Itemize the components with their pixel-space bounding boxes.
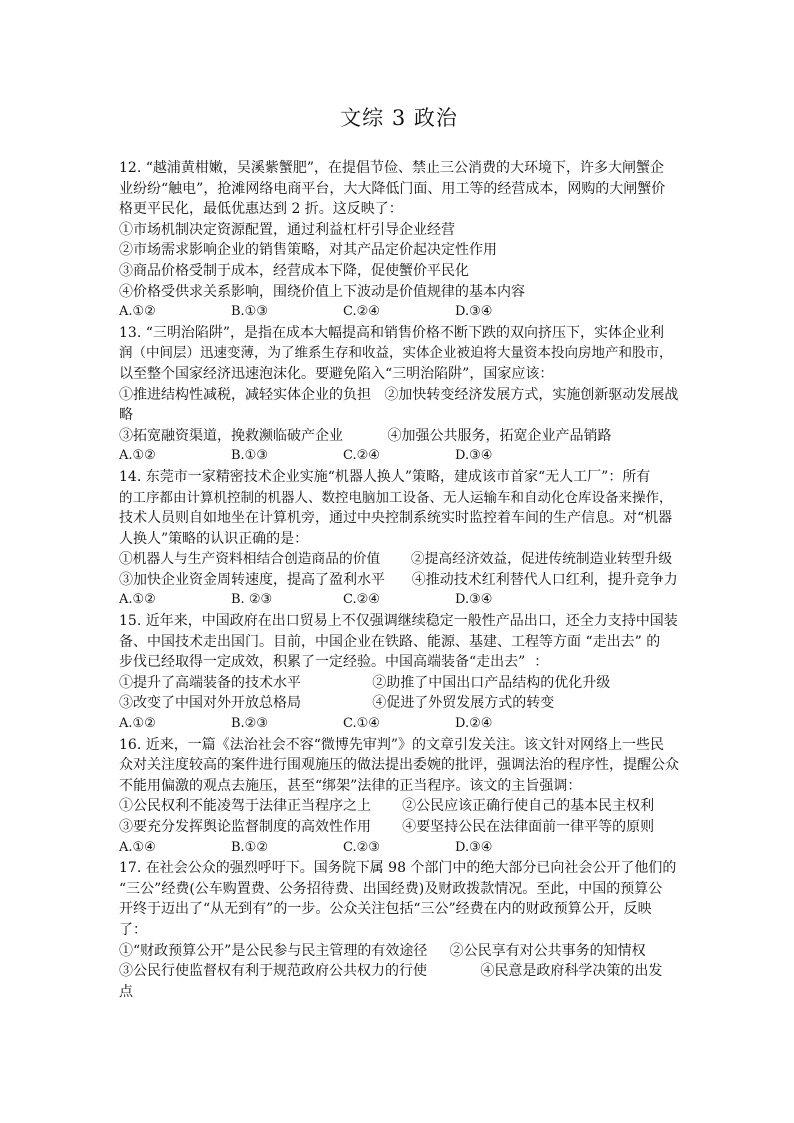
question-stem-line: 人换人”策略的认识正确的是：: [119, 530, 309, 547]
answer-options: [119, 302, 679, 323]
question-stem-line: 众对关注度较高的案件进行围观施压的做法提出委婉的批评，强调法治的程序性，提醒公众: [119, 757, 679, 774]
question-list: [119, 158, 679, 1002]
option-d: D.③④: [455, 304, 493, 320]
question-14: [119, 467, 679, 611]
statement-item: ③公民行使监督权有利于规范政府公共权力的行使 ④民意是政府科学决策的出发: [119, 963, 663, 980]
option-d: D.②④: [455, 716, 493, 732]
question-stem-line: 开终于迈出了“从无到有”的一步。公众关注包括“三公”经费在内的财政预算公开，反映: [119, 901, 652, 918]
statement-item: ①“财政预算公开”是公民参与民主管理的有效途径 ②公民享有对公共事务的知情权: [119, 942, 646, 959]
answer-options: [119, 838, 679, 859]
question-17: [119, 858, 679, 1002]
statement-item: ①机器人与生产资料相结合创造商品的价值 ②提高经济效益，促进传统制造业转型升级: [119, 551, 673, 568]
option-b: B.②③: [231, 716, 268, 732]
statement-item: ③加快企业资金周转速度，提高了盈利水平 ④推动技术红利替代人口红利，提升竞争力: [119, 571, 678, 588]
question-stem-line: 备、中国技术走出国门。目前，中国企业在铁路、能源、基建、工程等方面 “走出去” 的: [119, 633, 661, 650]
question-16: [119, 735, 679, 859]
question-stem-line: 12. “越浦黄柑嫩，吴溪紫蟹肥”，在提倡节俭、禁止三公消费的大环境下，许多大闸蟹企: [119, 160, 665, 176]
question-stem-line: 了：: [119, 921, 147, 938]
option-a: A.①②: [119, 304, 156, 320]
question-stem-line: 以至整个国家经济迅速泡沫化。要避免陷入“三明治陷阱”，国家应该：: [119, 365, 554, 382]
statement-item: 略: [119, 407, 133, 424]
option-d: D.③④: [455, 839, 493, 855]
option-c: C.①④: [343, 716, 380, 732]
question-stem-line: 技术人员则自如地坐在计算机旁，通过中央控制系统实时监控着车间的生产信息。对“机器: [119, 510, 673, 527]
statement-item: ①市场机制决定资源配置，通过利益杠杆引导企业经营: [119, 221, 455, 238]
answer-options: [119, 714, 679, 735]
statement-item: ①推进结构性减税，减轻实体企业的负担 ②加快转变经济发展方式，实施创新驱动发展战: [119, 386, 679, 403]
answer-options: [119, 446, 679, 467]
question-stem-line: 15. 近年来，中国政府在出口贸易上不仅强调继续稳定一般性产品出口，还全力支持中国装: [119, 613, 678, 630]
question-stem-line: 格更平民化，最低优惠达到 2 折。这反映了：: [119, 201, 403, 218]
question-stem-line: 13. “三明治陷阱”，是指在成本大幅提高和销售价格不断下跌的双向挤压下，实体企业利: [119, 324, 665, 341]
statement-item: ③商品价格受制于成本，经营成本下降，促使蟹价平民化: [119, 262, 469, 279]
option-b: B. ②③: [231, 592, 273, 608]
question-stem-line: 的工序都由计算机控制的机器人、数控电脑加工设备、无人运输车和自动化仓库设备来操作，: [119, 489, 673, 506]
statement-item: 点: [119, 983, 133, 1000]
option-a: A.①④: [119, 839, 156, 855]
page-title: 文综 3 政治: [340, 106, 458, 130]
option-d: D.③④: [455, 592, 493, 608]
option-b: B.①②: [231, 839, 268, 855]
option-b: B.①③: [231, 304, 268, 320]
option-a: A.①②: [119, 448, 156, 464]
question-stem-line: 16. 近来，一篇《法治社会不容“微博先审判”》的文章引发关注。该文针对网络上一些民: [119, 736, 665, 753]
option-a: A.①②: [119, 592, 156, 608]
option-c: C.②④: [343, 304, 380, 320]
option-b: B.①③: [231, 448, 268, 464]
question-stem-line: 业纷纷“触电”，抢滩网络电商平台，大大降低门面、用工等的经营成本，网购的大闸蟹价: [119, 180, 666, 197]
statement-item: ④价格受供求关系影响，围绕价值上下波动是价值规律的基本内容: [119, 283, 525, 300]
statement-item: ③拓宽融资渠道，挽救濒临破产企业 ④加强公共服务，拓宽企业产品销路: [119, 427, 612, 444]
statement-item: ③改变了中国对外开放总格局 ④促进了外贸发展方式的转变: [119, 695, 555, 712]
answer-options: [119, 590, 679, 611]
question-15: [119, 611, 679, 735]
question-stem-line: 17. 在社会公众的强烈呼吁下。国务院下属 98 个部门中的绝大部分已向社会公开了他们的: [119, 860, 677, 877]
question-stem-line: 步伐已经取得一定成效，积累了一定经验。中国高端装备“走出去” ：: [119, 654, 549, 671]
statement-item: ①提升了高端装备的技术水平 ②助推了中国出口产品结构的优化升级: [119, 674, 611, 691]
question-stem-line: 不能用偏激的观点去施压，甚至“绑架”法律的正当程序。该文的主旨强调：: [119, 777, 582, 794]
option-c: C.②③: [343, 839, 380, 855]
question-12: [119, 158, 679, 323]
option-c: C.②④: [343, 592, 380, 608]
option-d: D.③④: [455, 448, 493, 464]
question-stem-line: “三公”经费(公车购置费、公务招待费、出国经费)及财政拨款情况。至此，中国的预算公: [119, 880, 663, 897]
question-13: [119, 323, 679, 467]
question-stem-line: 14. 东莞市一家精密技术企业实施“机器人换人”策略，建成该市首家“无人工厂”：所有: [119, 468, 651, 485]
option-a: A.①②: [119, 716, 156, 732]
statement-item: ③要充分发挥舆论监督制度的高效性作用 ④要坚持公民在法律面前一律平等的原则: [119, 819, 655, 835]
statement-item: ①公民权利不能凌驾于法律正当程序之上 ②公民应该正确行使自己的基本民主权利: [119, 798, 655, 815]
question-stem-line: 润（中间层）迅速变薄，为了维系生存和收益，实体企业被迫将大量资本投向房地产和股市，: [119, 345, 673, 362]
statement-item: ②市场需求影响企业的销售策略，对其产品定价起决定性作用: [119, 242, 497, 259]
option-c: C.②④: [343, 448, 380, 464]
